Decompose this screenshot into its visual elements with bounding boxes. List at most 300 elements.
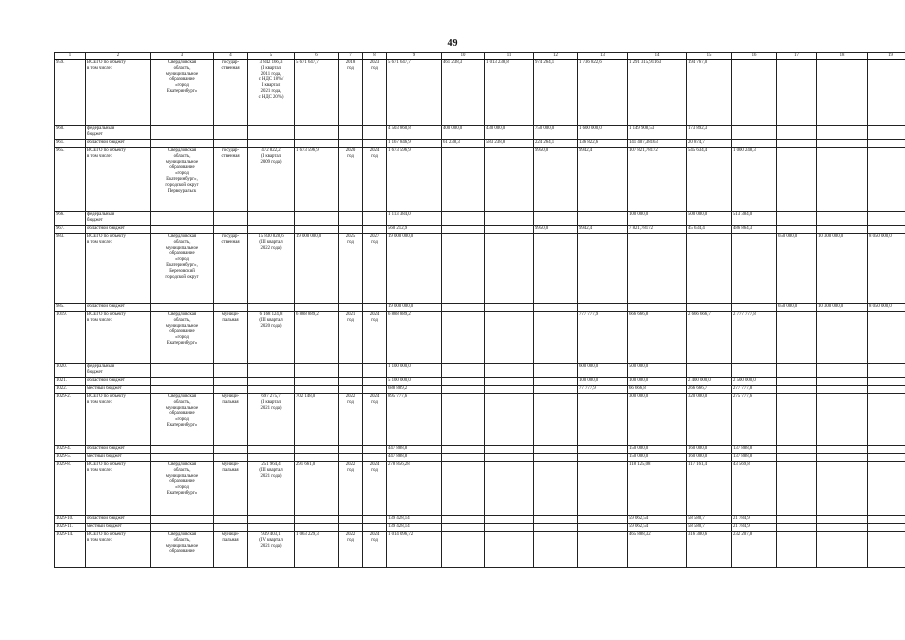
table-cell: 6 888 889,2 (387, 312, 442, 364)
table-cell: 1 014 096,72 (387, 532, 442, 568)
table-cell: 2024 год (363, 394, 387, 446)
column-number-header: 2 (86, 53, 151, 60)
table-cell (339, 386, 363, 394)
table-cell (214, 304, 248, 312)
table-cell (578, 524, 628, 532)
table-cell: 430 000,0 (485, 126, 534, 140)
table-cell (578, 304, 628, 312)
table-cell (868, 454, 905, 462)
table-cell (214, 126, 248, 140)
table-cell: 160 000,0 (687, 446, 732, 454)
table-cell (295, 226, 339, 234)
table-cell (363, 378, 387, 386)
table-cell: 447 888,8 (387, 446, 442, 454)
table-cell (363, 516, 387, 524)
table-cell: 300 000,0 (628, 394, 687, 446)
table-cell (817, 364, 868, 378)
table-cell: 2024 год (363, 312, 387, 364)
table-cell: 2024 год (363, 148, 387, 212)
table-cell (485, 532, 534, 568)
table-cell (868, 532, 905, 568)
table-cell (534, 364, 578, 378)
table-cell (151, 126, 214, 140)
table-cell (485, 386, 534, 394)
table-cell (534, 462, 578, 516)
table-cell: 150 000,0 (628, 446, 687, 454)
table-cell (151, 212, 214, 226)
table-cell: 1020. (55, 364, 86, 378)
table-cell: 1022. (55, 386, 86, 394)
table-cell: 697 275,7 (I квартал 2021 года) (248, 394, 295, 446)
table-cell (151, 304, 214, 312)
table-cell (485, 304, 534, 312)
table-cell: 895 777,6 (387, 394, 442, 446)
table-cell (777, 126, 817, 140)
table-cell (248, 304, 295, 312)
table-cell (363, 126, 387, 140)
table-cell (534, 524, 578, 532)
table-cell (534, 378, 578, 386)
table-cell (777, 454, 817, 462)
table-cell (628, 304, 687, 312)
table-row (55, 524, 905, 532)
table-cell: 266 666,7 (687, 386, 732, 394)
table-cell: 107 821,78172 (628, 148, 687, 212)
table-cell (817, 60, 868, 126)
column-number-header-row (55, 53, 905, 60)
table-cell (295, 386, 339, 394)
table-row (55, 378, 905, 386)
table-cell (868, 60, 905, 126)
table-cell (485, 454, 534, 462)
table-cell: ВСЕГО по объекту в том числе: (86, 532, 151, 568)
table-cell: 59 062,54 (628, 524, 687, 532)
table-cell: Свердловская область, муниципальное образование «город Екатеринбург» (151, 60, 214, 126)
table-cell: 21 784,9 (732, 524, 777, 532)
table-cell (628, 234, 687, 304)
table-cell (578, 532, 628, 568)
table-cell (777, 226, 817, 234)
table-cell: 2022 год (339, 394, 363, 446)
table-row (55, 394, 905, 446)
table-cell (732, 304, 777, 312)
column-number-header: 17 (777, 53, 817, 60)
table-cell (248, 364, 295, 378)
table-cell: 20 874,7 (687, 140, 732, 148)
table-cell: муници- пальная (214, 312, 248, 364)
table-body (55, 53, 905, 568)
table-cell: 19 000 000,0 (295, 234, 339, 304)
table-cell: ВСЕГО по объекту в том числе: (86, 148, 151, 212)
table-cell (442, 532, 485, 568)
table-cell: федеральный бюджет (86, 126, 151, 140)
table-cell (339, 140, 363, 148)
table-row (55, 304, 905, 312)
table-cell (442, 462, 485, 516)
table-cell (868, 394, 905, 446)
column-number-header: 14 (628, 53, 687, 60)
table-cell: 19 000 000,0 (387, 234, 442, 304)
table-cell: 141 407,38163 (628, 140, 687, 148)
table-cell (687, 234, 732, 304)
column-number-header: 7 (339, 53, 363, 60)
table-cell (687, 304, 732, 312)
table-cell (732, 60, 777, 126)
table-cell: 118 125,08 (628, 462, 687, 516)
table-cell (248, 454, 295, 462)
table-cell: ВСЕГО по объекту в том числе: (86, 394, 151, 446)
table-cell: муници- пальная (214, 394, 248, 446)
table-cell: 275 777,6 (732, 394, 777, 446)
table-cell (295, 454, 339, 462)
table-row (55, 446, 905, 454)
table-cell (151, 378, 214, 386)
table-cell: 100 000,0 (628, 378, 687, 386)
table-cell: 9942,4 (578, 148, 628, 212)
table-cell (363, 212, 387, 226)
table-cell (295, 212, 339, 226)
table-cell: 2 777 777,8 (732, 312, 777, 364)
table-cell: 2022 год (339, 462, 363, 516)
table-cell: 58 580,7 (687, 524, 732, 532)
table-cell: 251 964,4 (III квартал 2021 года) (248, 462, 295, 516)
table-cell: 461 238,3 (442, 60, 485, 126)
table-cell: местный бюджет (86, 524, 151, 532)
table-cell: 959. (55, 60, 86, 126)
table-cell (578, 462, 628, 516)
table-cell: 2018 год (339, 60, 363, 126)
table-cell: 66 666,8 (628, 386, 687, 394)
table-cell (363, 364, 387, 378)
table-cell: Свердловская область, муниципальное образование (151, 532, 214, 568)
table-cell (214, 212, 248, 226)
table-cell: 983. (55, 234, 86, 304)
table-cell (214, 226, 248, 234)
table-cell (442, 386, 485, 394)
table-cell: 777 777,9 (578, 312, 628, 364)
table-cell: 1 673 596,9 (295, 148, 339, 212)
table-row (55, 126, 905, 140)
table-cell (732, 364, 777, 378)
table-cell: 5 100 000,0 (387, 378, 442, 386)
table-cell: 137 888,8 (732, 446, 777, 454)
table-cell (868, 378, 905, 386)
table-cell (339, 126, 363, 140)
table-cell (363, 140, 387, 148)
table-cell (442, 454, 485, 462)
table-cell (817, 516, 868, 524)
table-cell (534, 516, 578, 524)
table-row (55, 364, 905, 378)
table-cell (151, 226, 214, 234)
table-cell (485, 364, 534, 378)
table-cell: 316 300,6 (687, 532, 732, 568)
table-cell (777, 394, 817, 446)
column-number-header: 12 (534, 53, 578, 60)
table-row (55, 212, 905, 226)
table-cell (442, 312, 485, 364)
table-cell (214, 446, 248, 454)
table-cell (485, 226, 534, 234)
table-cell: ВСЕГО по объекту в том числе: (86, 462, 151, 516)
column-number-header: 1 (55, 53, 86, 60)
table-cell: Свердловская область, муниципальное образование «город Екатеринбург» (151, 312, 214, 364)
table-cell (817, 524, 868, 532)
table-row (55, 226, 905, 234)
table-cell (777, 140, 817, 148)
table-cell (817, 454, 868, 462)
table-cell (214, 364, 248, 378)
table-cell: 43 569,8 (732, 462, 777, 516)
table-cell: Свердловская область, муниципальное образование «город Екатеринбург», городской округ Первоуральск (151, 148, 214, 212)
table-cell: 650 000,0 (777, 234, 817, 304)
table-cell: 137 888,8 (732, 454, 777, 462)
table-cell: 560 212,9 (387, 226, 442, 234)
table-cell: 10 300 000,0 (817, 234, 868, 304)
table-cell (817, 126, 868, 140)
table-cell: 9950,0 (534, 226, 578, 234)
table-cell (295, 516, 339, 524)
table-cell (777, 312, 817, 364)
table-cell: областной бюджет (86, 304, 151, 312)
table-cell (777, 516, 817, 524)
table-row (55, 532, 905, 568)
table-cell (868, 126, 905, 140)
table-cell (868, 226, 905, 234)
table-cell: 1021. (55, 378, 86, 386)
table-cell (214, 140, 248, 148)
table-cell (817, 226, 868, 234)
table-cell: 1029-11. (55, 524, 86, 532)
table-cell: 966. (55, 212, 86, 226)
table-cell (777, 212, 817, 226)
table-cell: 2027 год (363, 234, 387, 304)
table-cell: 224 264,1 (534, 140, 578, 148)
table-cell (534, 212, 578, 226)
table-cell (363, 386, 387, 394)
column-number-header: 15 (687, 53, 732, 60)
table-cell (868, 446, 905, 454)
table-cell (534, 234, 578, 304)
column-number-header: 16 (732, 53, 777, 60)
table-cell: областной бюджет (86, 378, 151, 386)
table-cell (248, 140, 295, 148)
table-cell (485, 524, 534, 532)
table-cell (295, 364, 339, 378)
table-cell: 965. (55, 148, 86, 212)
table-cell: 545 634,4 (687, 148, 732, 212)
table-cell: 15 830 828,6 (III квартал 2022 года) (248, 234, 295, 304)
table-cell (777, 524, 817, 532)
table-cell (248, 386, 295, 394)
table-cell: 320 000,0 (687, 394, 732, 446)
table-cell: 3 842 166,3 (I квартал 2011 года, с НДС 18%/ I квартал 2021 года, с НДС 20%) (248, 60, 295, 126)
table-cell: Свердловская область, муниципальное образование «город Екатеринбург» (151, 394, 214, 446)
table-cell: государ- ственная (214, 234, 248, 304)
table-cell: 400 000,0 (442, 126, 485, 140)
table-row (55, 516, 905, 524)
table-cell: 465 888,32 (628, 532, 687, 568)
table-cell (534, 446, 578, 454)
table-cell: 117 161,4 (687, 462, 732, 516)
table-cell: 100 000,0 (628, 212, 687, 226)
table-cell (151, 364, 214, 378)
table-cell: 2024 год (363, 462, 387, 516)
table-cell (485, 462, 534, 516)
table-cell: 702 148,0 (295, 394, 339, 446)
table-cell (578, 234, 628, 304)
table-cell: 173 892,3 (687, 126, 732, 140)
table-cell: областной бюджет (86, 140, 151, 148)
table-cell (868, 516, 905, 524)
table-cell (777, 60, 817, 126)
table-cell: местный бюджет (86, 454, 151, 462)
table-cell: 9950,0 (534, 148, 578, 212)
table-cell (817, 140, 868, 148)
table-cell: 150 000,0 (628, 454, 687, 462)
table-cell: 961. (55, 140, 86, 148)
table-cell (295, 304, 339, 312)
table-cell (578, 394, 628, 446)
table-cell (817, 386, 868, 394)
table-cell (295, 446, 339, 454)
table-cell (248, 212, 295, 226)
column-number-header: 6 (295, 53, 339, 60)
table-cell: 19 000 000,0 (387, 304, 442, 312)
table-cell (817, 312, 868, 364)
table-cell (868, 524, 905, 532)
table-cell: 2021 год (339, 312, 363, 364)
table-cell (817, 148, 868, 212)
table-cell (578, 212, 628, 226)
table-cell: 2 500 000,0 (732, 378, 777, 386)
table-cell: 1 063 229,3 (295, 532, 339, 568)
table-cell: 985. (55, 304, 86, 312)
table-cell: 5 671 647,7 (387, 60, 442, 126)
table-cell (777, 364, 817, 378)
table-cell (732, 234, 777, 304)
table-cell (534, 386, 578, 394)
table-cell: 10 300 000,0 (817, 304, 868, 312)
table-cell: 1 000 248,3 (732, 148, 777, 212)
table-cell: 21 784,9 (732, 516, 777, 524)
table-cell (732, 140, 777, 148)
table-cell (151, 524, 214, 532)
table-cell (868, 148, 905, 212)
column-number-header: 13 (578, 53, 628, 60)
table-cell: 1019. (55, 312, 86, 364)
table-cell: 939 403,1 (IV квартал 2021 года) (248, 532, 295, 568)
table-cell: 5 671 647,7 (295, 60, 339, 126)
table-cell (363, 304, 387, 312)
table-cell: 2 666 666,7 (687, 312, 732, 364)
table-cell (151, 140, 214, 148)
table-cell: 45 634,4 (687, 226, 732, 234)
table-row (55, 148, 905, 212)
table-cell (339, 516, 363, 524)
table-cell: федеральный бюджет (86, 364, 151, 378)
column-number-header: 10 (442, 53, 485, 60)
table-cell: 472 822,2 (I квартал 2009 года) (248, 148, 295, 212)
table-cell: 1 167 846,9 (387, 140, 442, 148)
table-cell (248, 378, 295, 386)
table-cell (817, 394, 868, 446)
table-cell: областной бюджет (86, 516, 151, 524)
table-cell (817, 378, 868, 386)
table-cell: 650 000,0 (777, 304, 817, 312)
column-number-header: 19 (868, 53, 905, 60)
table-cell (777, 462, 817, 516)
table-cell: федеральный бюджет (86, 212, 151, 226)
table-cell: 4 503 860,8 (387, 126, 442, 140)
table-cell: 61 238,3 (442, 140, 485, 148)
table-cell (442, 364, 485, 378)
table-cell (578, 446, 628, 454)
table-cell: 2025 год (339, 234, 363, 304)
table-cell: государ- ственная (214, 60, 248, 126)
table-cell: 500 000,0 (628, 364, 687, 378)
table-cell: 6 888 889,2 (295, 312, 339, 364)
table-cell (534, 394, 578, 446)
table-cell (363, 524, 387, 532)
column-number-header: 11 (485, 53, 534, 60)
table-cell (339, 378, 363, 386)
table-cell (777, 446, 817, 454)
table-cell (339, 454, 363, 462)
table-cell (339, 226, 363, 234)
table-cell: 2 400 000,0 (687, 378, 732, 386)
table-cell: 1029-5. (55, 454, 86, 462)
table-cell: 139 428,14 (387, 524, 442, 532)
table-cell (868, 312, 905, 364)
table-cell (868, 386, 905, 394)
table-cell: 291 661,0 (295, 462, 339, 516)
table-cell: 2023 год (363, 60, 387, 126)
table-cell: 486 864,3 (732, 226, 777, 234)
table-cell: 8 050 000,0 (868, 234, 905, 304)
table-cell: 1 736 822,6 (578, 60, 628, 126)
financing-table (54, 52, 905, 568)
column-number-header: 4 (214, 53, 248, 60)
table-cell: 447 888,8 (387, 454, 442, 462)
table-cell (817, 462, 868, 516)
table-cell (214, 524, 248, 532)
column-number-header: 9 (387, 53, 442, 60)
table-cell (442, 234, 485, 304)
table-cell: муници- пальная (214, 462, 248, 516)
table-cell: 1029-8. (55, 462, 86, 516)
table-cell: 1 600 000,0 (578, 126, 628, 140)
table-cell (442, 524, 485, 532)
table-row (55, 462, 905, 516)
column-number-header: 5 (248, 53, 295, 60)
table-cell (777, 386, 817, 394)
table-cell: 1 673 596,9 (387, 148, 442, 212)
table-cell: 232 207,8 (732, 532, 777, 568)
table-cell: 1 113 384,0 (387, 212, 442, 226)
table-cell: 1 291 315,91163 (628, 60, 687, 126)
table-row (55, 234, 905, 304)
table-cell (442, 516, 485, 524)
table-cell: 967. (55, 226, 86, 234)
table-cell (868, 212, 905, 226)
table-cell: 2020 год (339, 148, 363, 212)
table-row (55, 140, 905, 148)
table-cell (485, 516, 534, 524)
table-cell: 1 149 908,53 (628, 126, 687, 140)
table-cell (534, 454, 578, 462)
table-cell (214, 516, 248, 524)
